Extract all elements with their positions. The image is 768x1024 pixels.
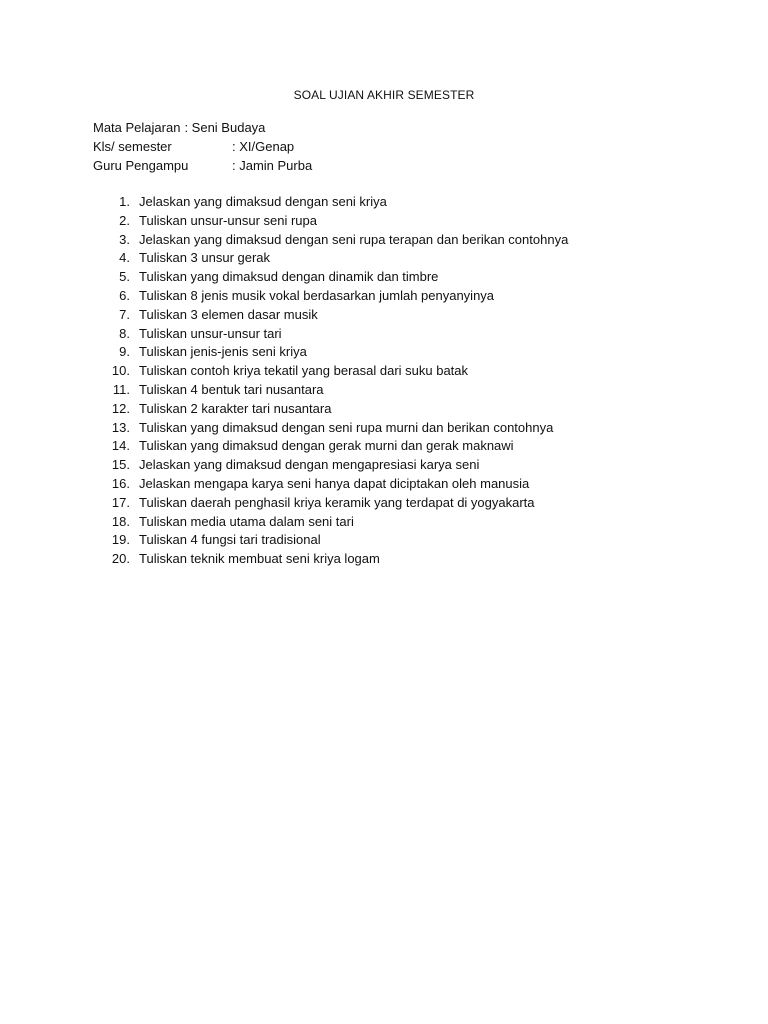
meta-row-teacher	[93, 157, 312, 176]
question-number: 2.	[119, 212, 130, 228]
question-item	[100, 362, 568, 381]
question-number: 12.	[111, 400, 130, 416]
question-number: 10.	[111, 363, 130, 379]
question-item	[100, 381, 568, 400]
question-number: 15.	[111, 457, 130, 473]
question-item	[100, 531, 568, 550]
question-item	[100, 513, 568, 532]
question-text: Tuliskan unsur-unsur seni rupa	[139, 212, 317, 228]
question-number: 5.	[119, 269, 130, 285]
question-text: Tuliskan 4 bentuk tari nusantara	[139, 381, 324, 397]
question-text: Tuliskan contoh kriya tekatil yang berasal dari suku batak	[139, 363, 469, 379]
question-number: 7.	[119, 306, 130, 322]
question-item	[100, 419, 568, 438]
question-number: 17.	[111, 494, 130, 510]
question-number: 20.	[111, 551, 130, 567]
meta-label: Mata Pelajaran	[93, 120, 181, 135]
question-number: 14.	[111, 438, 130, 454]
question-item	[100, 494, 568, 513]
question-text: Tuliskan 3 unsur gerak	[139, 250, 271, 266]
question-number: 4.	[119, 250, 130, 266]
meta-label: Guru Pengampu	[93, 157, 189, 173]
document-meta	[93, 119, 312, 175]
meta-value: : Jamin Purba	[232, 157, 313, 173]
question-text: Tuliskan media utama dalam seni tari	[139, 513, 354, 529]
question-number: 19.	[111, 532, 130, 548]
meta-value: : XI/Genap	[232, 138, 295, 154]
question-item	[100, 475, 568, 494]
question-number: 3.	[119, 231, 130, 247]
question-item	[100, 268, 568, 287]
meta-value: : Seni Budaya	[184, 120, 266, 135]
question-number: 1.	[119, 194, 130, 209]
question-text: Tuliskan 2 karakter tari nusantara	[139, 400, 332, 416]
question-item	[100, 231, 568, 250]
question-text: Jelaskan yang dimaksud dengan seni rupa terapan dan berikan contohnya	[139, 231, 569, 247]
question-text: Jelaskan yang dimaksud dengan seni kriya	[139, 194, 387, 209]
question-item	[100, 287, 568, 306]
question-text: Tuliskan 4 fungsi tari tradisional	[139, 532, 321, 548]
question-text: Tuliskan yang dimaksud dengan seni rupa murni dan berikan contohnya	[139, 419, 554, 435]
question-text: Tuliskan daerah penghasil kriya keramik yang terdapat di yogyakarta	[139, 494, 535, 510]
question-number: 18.	[111, 513, 130, 529]
question-item	[100, 437, 568, 456]
document-title: SOAL UJIAN AKHIR SEMESTER	[293, 88, 475, 102]
question-number: 13.	[111, 419, 130, 435]
question-number: 6.	[119, 287, 130, 303]
question-number: 16.	[111, 475, 130, 491]
question-item	[100, 400, 568, 419]
question-number: 9.	[119, 344, 130, 360]
question-number: 8.	[119, 325, 130, 341]
question-item	[100, 212, 568, 231]
question-text: Jelaskan yang dimaksud dengan mengapresiasi karya seni	[139, 457, 480, 473]
question-text: Tuliskan unsur-unsur tari	[139, 325, 282, 341]
question-text: Tuliskan yang dimaksud dengan gerak murni dan gerak maknawi	[139, 438, 514, 454]
question-text: Tuliskan 3 elemen dasar musik	[139, 306, 318, 322]
question-item	[100, 343, 568, 362]
question-item	[100, 193, 568, 212]
question-item	[100, 306, 568, 325]
question-text: Tuliskan teknik membuat seni kriya logam	[139, 551, 380, 567]
question-item	[100, 325, 568, 344]
question-item	[100, 456, 568, 475]
question-text: Tuliskan yang dimaksud dengan dinamik dan timbre	[139, 269, 439, 285]
meta-row-subject	[93, 119, 312, 138]
question-text: Jelaskan mengapa karya seni hanya dapat diciptakan oleh manusia	[139, 475, 530, 491]
question-text: Tuliskan 8 jenis musik vokal berdasarkan jumlah penyanyinya	[139, 287, 495, 303]
question-item	[100, 550, 568, 569]
meta-row-class	[93, 138, 312, 157]
meta-label: Kls/ semester	[93, 138, 172, 154]
question-number: 11.	[112, 381, 130, 397]
question-list	[100, 193, 568, 569]
question-text: Tuliskan jenis-jenis seni kriya	[139, 344, 307, 360]
question-item	[100, 249, 568, 268]
